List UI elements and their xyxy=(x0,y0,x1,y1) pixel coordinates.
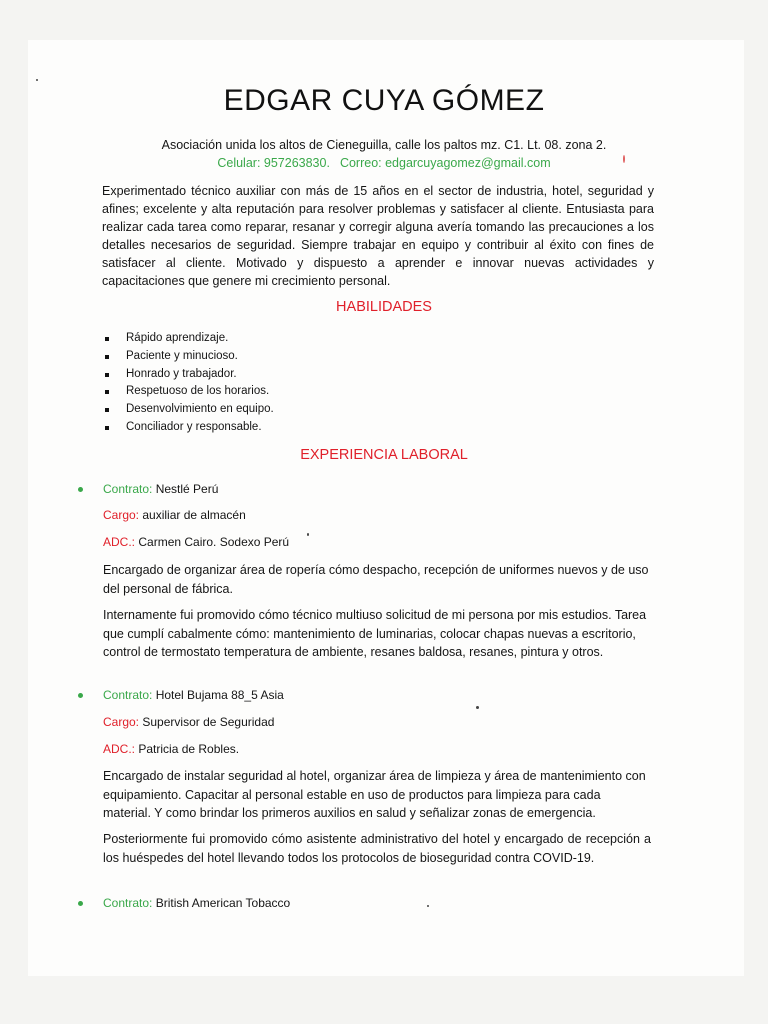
list-item: Paciente y minucioso. xyxy=(105,348,274,366)
list-item: Rápido aprendizaje. xyxy=(105,330,274,348)
position-value: Supervisor de Seguridad xyxy=(142,715,275,729)
scan-speck xyxy=(623,155,625,163)
job-adc xyxy=(103,535,289,549)
list-item: Honrado y trabajador. xyxy=(105,366,274,384)
adc-value: Patricia de Robles. xyxy=(138,742,240,756)
address-line: Asociación unida los altos de Cieneguilla, calle los paltos mz. C1. Lt. 08. zona 2. xyxy=(161,138,607,152)
contract-value: British American Tobacco xyxy=(155,896,291,910)
list-item: Conciliador y responsable. xyxy=(105,419,274,437)
contract-value: Hotel Bujama 88_5 Asia xyxy=(155,688,284,702)
experience-heading: EXPERIENCIA LABORAL xyxy=(300,447,468,463)
job-contract xyxy=(103,482,218,496)
green-bullet-icon xyxy=(78,901,83,906)
job-description: Posteriormente fui promovido cómo asistente administrativo del hotel y encargado de recepción a los huéspedes del hotel llevando todos los protocolos de bioseguridad contra COVID-19. xyxy=(103,832,651,865)
scan-speck xyxy=(307,533,309,536)
job-description: Encargado de organizar área de ropería cómo despacho, recepción de uniformes nuevos y de uso del personal de fábrica. xyxy=(103,563,649,596)
job-position xyxy=(103,508,246,522)
contract-label: Contrato: xyxy=(103,688,153,702)
green-bullet-icon xyxy=(78,487,83,492)
job-contract xyxy=(103,688,284,702)
list-item: Desenvolvimiento en equipo. xyxy=(105,401,274,419)
skills-heading: HABILIDADES xyxy=(336,299,432,315)
contract-value: Nestlé Perú xyxy=(155,482,219,496)
scan-speck xyxy=(36,79,38,81)
job-description: Internamente fui promovido cómo técnico multiuso solicitud de mi persona por mis estudios. Tarea que cumplí cabalmente cómo: mantenimiento de luminarias, colocar chapas nuevas a escritorio, control de termostato temperatura de ambiente, resanes baldosa, resanes, pintura y otros. xyxy=(103,608,647,659)
list-item: Respetuoso de los horarios. xyxy=(105,383,274,401)
email-text: Correo: edgarcuyagomez@gmail.com xyxy=(339,156,551,170)
position-value: auxiliar de almacén xyxy=(142,508,246,522)
page-title: EDGAR CUYA GÓMEZ xyxy=(223,84,545,117)
job-description: Encargado de instalar seguridad al hotel, organizar área de limpieza y área de mantenimiento con equipamiento. Capacitar al personal estable en uso de productos para limpieza para cada material. Y como brindar los primeros auxilios en salud y señalizar zonas de emergencia. xyxy=(103,769,646,820)
intro-paragraph: Experimentado técnico auxiliar con más de 15 años en el sector de industria, hotel, seguridad y afines; excelente y alta reputación para resolver problemas y satisfacer al cliente. Entusiasta para realizar cada tarea como reparar, resanar y corregir alguna avería tomando las precauciones a los detalles necesarios de seguridad. Siempre trabajar en equipo y contribuir al éxito con fines de satisfacer al cliente. Motivado y dispuesto a aprender e innovar nuevas actividades y capacitaciones que genere mi crecimiento personal. xyxy=(102,184,654,288)
job-adc xyxy=(103,742,239,756)
position-label: Cargo: xyxy=(103,508,140,522)
adc-value: Carmen Cairo. Sodexo Perú xyxy=(138,535,290,549)
phone-text: Celular: 957263830. xyxy=(217,156,330,170)
scan-speck xyxy=(476,706,479,709)
scan-speck xyxy=(427,905,429,907)
position-label: Cargo: xyxy=(103,715,140,729)
contact-line xyxy=(0,156,768,170)
green-bullet-icon xyxy=(78,693,83,698)
job-position xyxy=(103,715,274,729)
adc-label: ADC.: xyxy=(103,535,136,549)
adc-label: ADC.: xyxy=(103,742,136,756)
job-contract xyxy=(103,896,290,910)
skills-list xyxy=(105,330,274,437)
contract-label: Contrato: xyxy=(103,482,153,496)
contract-label: Contrato: xyxy=(103,896,153,910)
